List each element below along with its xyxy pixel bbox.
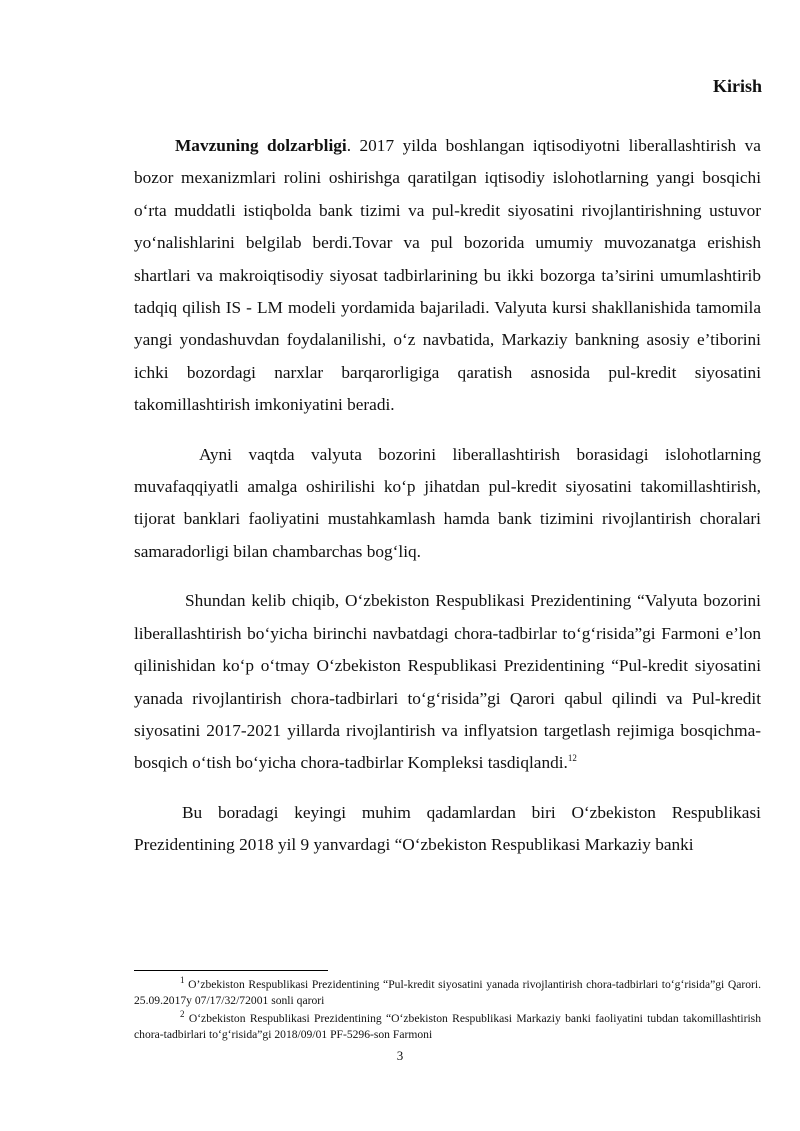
paragraph-2: Ayni vaqtda valyuta bozorini liberallashtirish borasidagi islohotlarning muvafaqqiyatli amalga oshirilishi ko‘p jihatdan pul-kredit siyosatini takomillashtirish, tijorat banklari faoliyatini mustahkamlash hamda bank tizimini rivojlantirish choralari samaradorligi bilan chambarchas bog‘liq. [134, 444, 761, 561]
footnote-1 [134, 977, 761, 1008]
footnote-separator [134, 970, 328, 971]
page-number: 3 [396, 1048, 404, 1063]
paragraph-4: Bu boradagi keyingi muhim qadamlardan biri O‘zbekiston Respublikasi Prezidentining 2018 yil 9 yanvardagi “O‘zbekiston Respublikasi Markaziy banki [134, 802, 761, 855]
footnote-2 [134, 1011, 761, 1042]
footnote-1-number: 1 [180, 975, 185, 986]
paragraph-1-lead: Mavzuning dolzarbligi [175, 136, 347, 155]
section-heading: Kirish [712, 76, 762, 96]
footnote-2-text: O‘zbekiston Respublikasi Prezidentining “O‘zbekiston Respublikasi Markaziy banki faoliyatini tubdan takomillashtirish chora-tadbirlari to‘g‘risida”gi 2018/09/01 PF-5296-son Farmoni [134, 1012, 761, 1041]
paragraph-1 [134, 130, 761, 422]
paragraph-3 [134, 585, 761, 779]
body-text [134, 130, 761, 879]
footnotes [134, 977, 761, 1045]
footnote-1-text: O’zbekiston Respublikasi Prezidentining “Pul-kredit siyosatini yanada rivojlantirish chora-tadbirlari to‘g‘risida”gi Qarori. 25.09.2017y 07/17/32/72001 sonli qarori [134, 978, 761, 1007]
footnote-2-number: 2 [180, 1009, 185, 1020]
footnote-reference[interactable]: 12 [567, 753, 577, 764]
paragraph-1-text: . 2017 yilda boshlangan iqtisodiyotni liberallashtirish va bozor mexanizmlari rolini oshirishga qaratilgan iqtisodiy islohotlarning yangi bosqichi o‘rta muddatli istiqbolda bank tizimi va pul-kredit siyosatini rivojlantirishning ustuvor yo‘nalishlarini belgilab berdi.Tovar va pul bozorida umumiy muvozanatga erishish shartlari va makroiqtisodiy siyosat tadbirlarining bu ikki bozorga ta’sirini umumlashtirib tadqiq qilish IS - LM modeli yordamida bajariladi. Valyuta kursi shakllanishida tamomila yangi yondashuvdan foydalanilishi, o‘z navbatida, Markaziy bankning asosiy e’tiborini ichki bozordagi narxlar barqarorligiga qaratish asnosida pul-kredit siyosatini takomillashtirish imkoniyatini beradi. [134, 136, 761, 415]
paragraph-3-text: Shundan kelib chiqib, O‘zbekiston Respublikasi Prezidentining “Valyuta bozorini liberallashtirish bo‘yicha birinchi navbatdagi chora-tadbirlar to‘g‘risida”gi Farmoni e’lon qilinishidan ko‘p o‘tmay O‘zbekiston Respublikasi Prezidentining “Pul-kredit siyosatini yanada rivojlantirish chora-tadbirlari to‘g‘risida”gi Qarori qabul qilindi va Pul-kredit siyosatini 2017-2021 yillarda rivojlantirish va inflyatsion targetlash rejimiga bosqichma-bosqich o‘tish bo‘yicha chora-tadbirlar Kompleksi tasdiqlandi. [134, 591, 761, 773]
